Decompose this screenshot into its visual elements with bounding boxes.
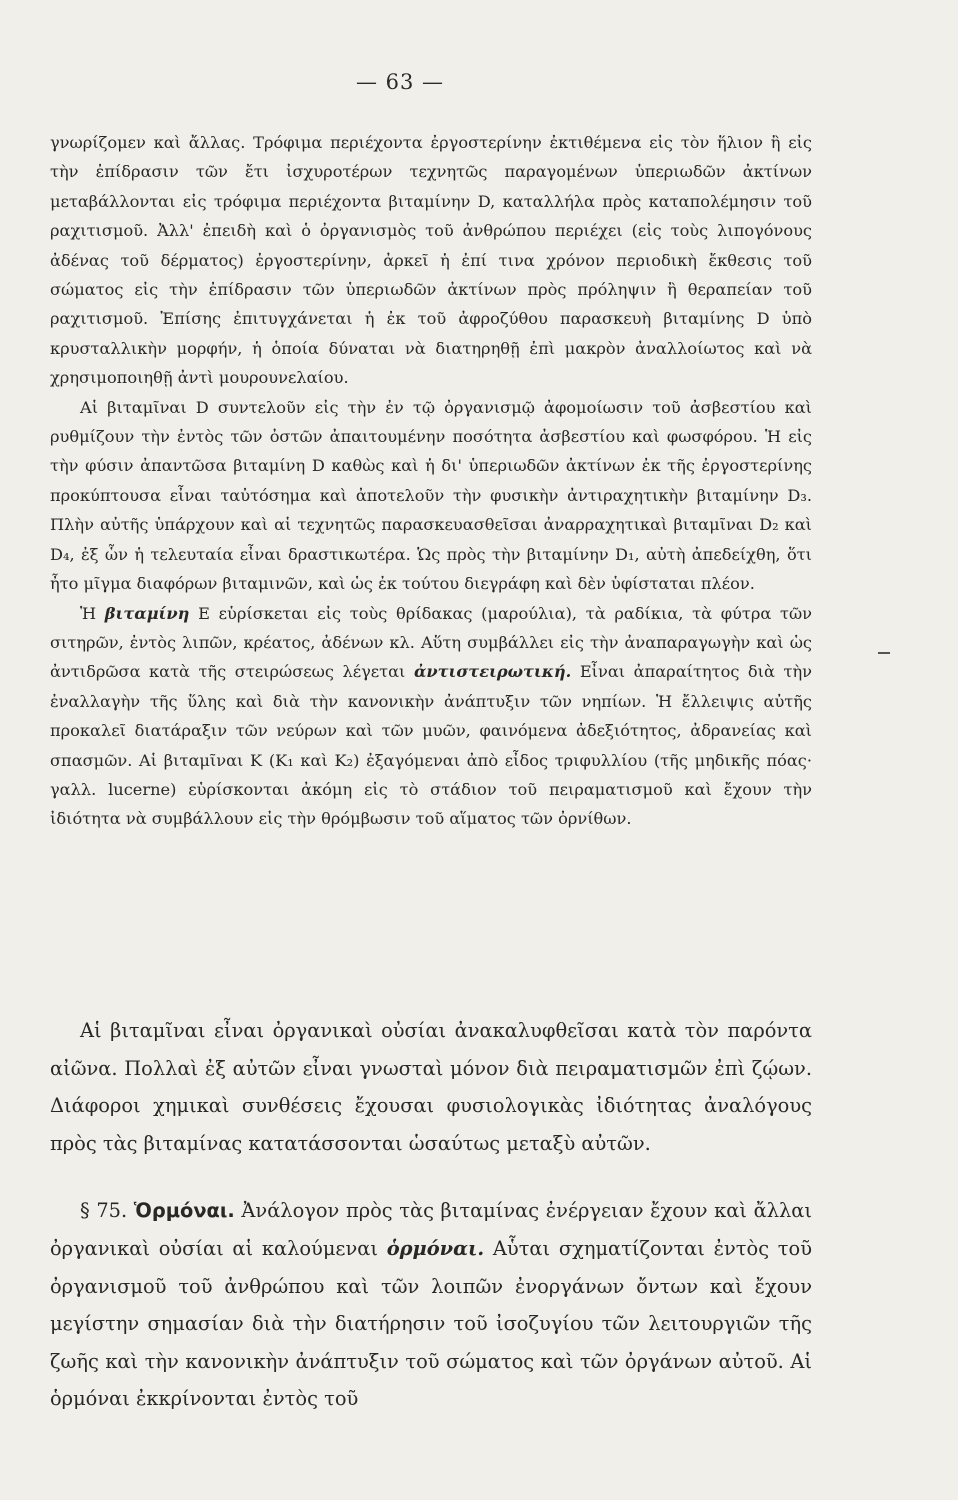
section-title: Ὁρμόναι. xyxy=(133,1199,235,1223)
term-vitamin: βιταμίνη xyxy=(104,603,190,623)
section-number: § 75. xyxy=(80,1199,128,1223)
p5-body-1: Ἀνάλογον πρὸς τὰς βιταμίνας ἐνέργειαν ἔχουν καὶ ἄλλαι ὀργανικαὶ οὐσίαι αἱ καλούμεναι xyxy=(50,1199,812,1260)
paragraph-vitamins-summary: Αἱ βιταμῖναι εἶναι ὀργανικαὶ οὐσίαι ἀνακαλυφθεῖσαι κατὰ τὸν παρόντα αἰῶνα. Πολλαὶ ἐξ αὐτῶν εἶναι γνωσταὶ μόνον διὰ πειραματισμῶν ἐπὶ ζῴων. Διάφοροι χημικαὶ συνθέσεις ἔχουσαι φυσιολογικὰς ἰδιότητας ἀναλόγους πρὸς τὰς βιταμίνας κατατάσσονται ὡσαύτως μεταξὺ αὐτῶν. xyxy=(50,1019,812,1155)
small-text-block xyxy=(50,128,812,834)
paragraph-vitamin-e-k xyxy=(50,599,812,834)
paragraph-vitamin-d-ergosterol: γνωρίζομεν καὶ ἄλλας. Τρόφιμα περιέχοντα ἐργοστερίνην ἐκτιθέμενα εἰς τὸν ἥλιον ἢ εἰς τὴν ἐπίδρασιν τῶν ἔτι ἰσχυροτέρων τεχνητῶς παραγομένων ὑπεριωδῶν ἀκτίνων μεταβάλλονται εἰς τρόφιμα περιέχοντα βιταμίνην D, καταλλήλα πρὸς καταπολέμησιν τοῦ ραχιτισμοῦ. Ἀλλ' ἐπειδὴ καὶ ὁ ὀργανισμὸς τοῦ ἀνθρώπου περιέχει (εἰς τοὺς λιπογόνους ἀδένας τοῦ δέρματος) ἐργοστερίνην, ἀρκεῖ ἡ ἐπί τινα χρόνον περιοδικὴ ἔκθεσις τοῦ σώματος εἰς τὴν ἐπίδρασιν τῶν ὑπεριωδῶν ἀκτίνων πρὸς πρόληψιν ἢ θεραπείαν τοῦ ραχιτισμοῦ. Ἐπίσης ἐπιτυγχάνεται ἡ ἐκ τοῦ ἀφροζύθου παρασκευὴ βιταμίνης D ὑπὸ κρυσταλλικὴν μορφήν, ἡ ὁποία δύναται νὰ διατηρηθῇ ἐπὶ μακρὸν ἀναλλοίωτος καὶ νὰ χρησιμοποιηθῇ ἀντὶ μουρουνελαίου. xyxy=(50,133,812,388)
p5-body-2: Αὗται σχηματίζονται ἐντὸς τοῦ ὀργανισμοῦ τοῦ ἀνθρώπου καὶ τῶν λοιπῶν ἐνοργάνων ὄντων καὶ ἔχουν μεγίστην σημασίαν διὰ τὴν διατήρησιν τοῦ ἰσοζυγίου τῶν λειτουργιῶν τῆς ζωῆς καὶ τὴν κανονικὴν ἀνάπτυξιν τοῦ σώματος καὶ τῶν ὀργάνων αὐτοῦ. Αἱ ὁρμόναι ἐκκρίνονται ἐντὸς τοῦ xyxy=(50,1236,812,1411)
paragraph-hormones xyxy=(50,1192,812,1418)
page-number: — 63 — xyxy=(355,70,445,94)
p3-lead: Ἡ xyxy=(80,603,97,623)
p3-body-1: E εὑρίσκεται εἰς τοὺς θρίδακας (μαρούλια), τὰ ραδίκια, τὰ φύτρα τῶν σιτηρῶν, ἐντὸς λιπῶν, κρέατος, ἀδένων κλ. Αὕτη συμβάλλει εἰς τὴν ἀναπαραγωγὴν καὶ ὡς ἀντιδρῶσα κατὰ τῆς στειρώσεως λέγεται xyxy=(50,603,812,682)
term-hormones: ὁρμόναι. xyxy=(386,1236,485,1260)
margin-dash-mark xyxy=(878,652,890,654)
paragraph-vitamin-d-function: Αἱ βιταμῖναι D συντελοῦν εἰς τὴν ἐν τῷ ὀργανισμῷ ἀφομοίωσιν τοῦ ἀσβεστίου καὶ ρυθμίζουν τὴν ἐντὸς τῶν ὀστῶν ἀπαιτουμένην ποσότητα ἀσβεστίου καὶ φωσφόρου. Ἡ εἰς τὴν φύσιν ἀπαντῶσα βιταμίνη D καθὼς καὶ ἡ δι' ὑπεριωδῶν ἀκτίνων ἐκ τῆς ἐργοστερίνης προκύπτουσα εἶναι ταὐτόσημα καὶ ἀποτελοῦν τὴν φυσικὴν ἀντιραχητικὴν βιταμίνην D₃. Πλὴν αὐτῆς ὑπάρχουν καὶ αἱ τεχνητῶς παρασκευασθεῖσαι ἀναρραχητικαὶ βιταμῖναι D₂ καὶ D₄, ἐξ ὧν ἡ τελευταία εἶναι δραστικωτέρα. Ὡς πρὸς τὴν βιταμίνην D₁, αὐτὴ ἀπεδείχθη, ὅτι ἦτο μῖγμα διαφόρων βιταμινῶν, καὶ ὡς ἐκ τούτου διεγράφη καὶ δὲν ὑφίσταται πλέον. xyxy=(50,397,812,594)
large-text-block xyxy=(50,1012,812,1418)
term-antisterility: ἀντιστειρωτική. xyxy=(413,662,572,682)
p3-body-2: Εἶναι ἀπαραίτητος διὰ τὴν ἐναλλαγὴν τῆς ὕλης καὶ διὰ τὴν κανονικὴν ἀνάπτυξιν τῶν νηπίων. Ἡ ἔλλειψις αὐτῆς προκαλεῖ διατάραξιν τῶν νεύρων καὶ τῶν μυῶν, φαινόμενα ἀδεξιότητος, ἀδρανείας καὶ σπασμῶν. Αἱ βιταμῖναι K (K₁ καὶ K₂) ἐξαγόμεναι ἀπὸ εἶδος τριφυλλίου (τῆς μηδικῆς πόας· γαλλ. lucerne) εὑρίσκονται ἀκόμη εἰς τὸ στάδιον τοῦ πειραματισμοῦ καὶ ἔχουν τὴν ἰδιότητα νὰ συμβάλλουν εἰς τὴν θρόμβωσιν τοῦ αἵματος τῶν ὀρνίθων. xyxy=(50,662,812,829)
